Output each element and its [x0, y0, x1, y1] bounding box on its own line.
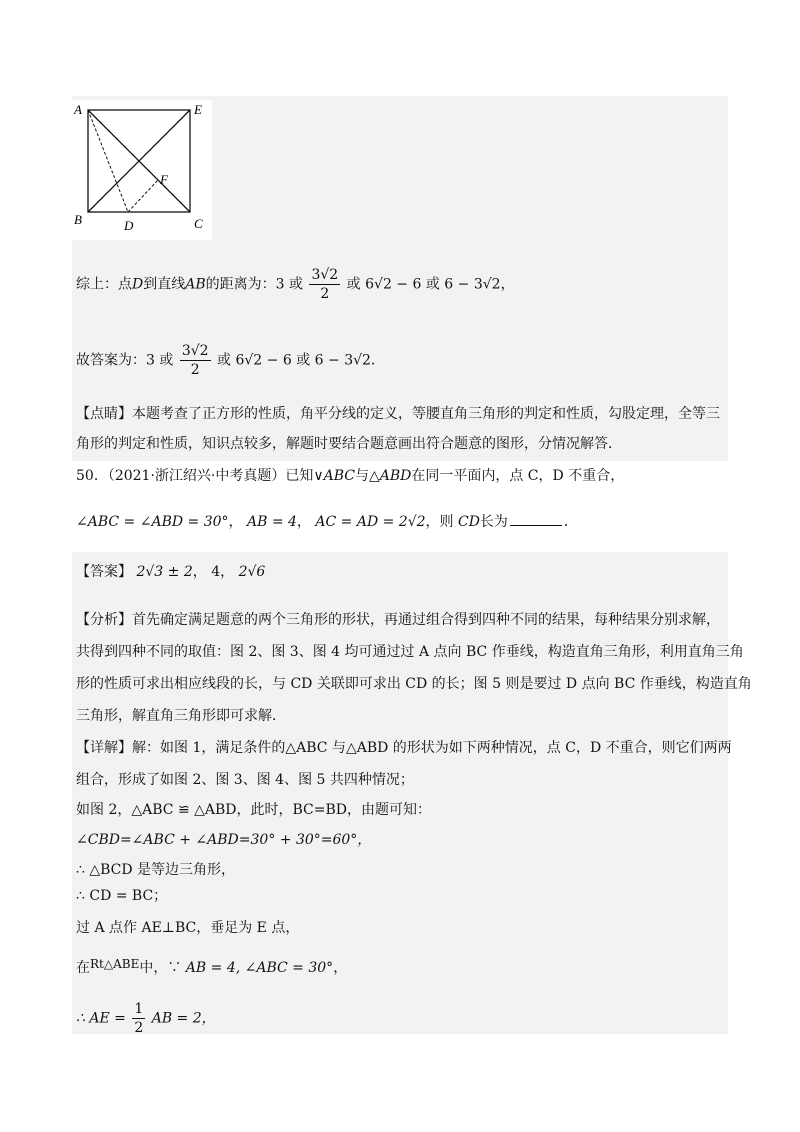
detail-line-9: [76, 1000, 216, 1037]
question-triangle-abd: △ABD: [368, 468, 412, 484]
summary-suffix: 的距离为：3 或: [205, 276, 303, 293]
summary-line-ab: AB: [185, 276, 206, 293]
answer-blank: [510, 525, 562, 526]
detail-given: AB = 4, ∠ABC = 30°: [185, 960, 334, 976]
question-intro: 50．（2021·浙江绍兴·中考真题）已知: [76, 468, 314, 484]
label-a: A: [74, 102, 82, 117]
comment-line-2: 角形的判定和性质，知识点较多，解题时要结合题意画出符合题意的图形，分情况解答．: [76, 436, 622, 452]
summary-or-1: 或: [346, 276, 361, 293]
detail-comma: ，: [333, 960, 348, 976]
detail-ae: ∴ AE =: [76, 1010, 126, 1027]
answer-line-fraction: $\frac{3√2}{2}$: [181, 343, 209, 378]
question-ac-ad: AC = AD = 2√2: [315, 514, 426, 530]
analysis-line-3: 形的性质可求出相应线段的长，与 CD 关联即可求出 CD 的长；图 5 则是要过 D 点向 BC 作垂线，构造直角: [76, 676, 752, 692]
answer-line-value-2: 6√2 − 6: [235, 352, 292, 369]
detail-rt-triangle: Rt△ABE: [90, 957, 140, 971]
detail-line-1: 【详解】解：如图 1，满足条件的△ABC 与△ABD 的形状为如下两种情况，点 C，D 不重合，则它们两两: [76, 740, 732, 756]
detail-middle: 中，: [139, 960, 168, 976]
summary-prefix: 综上：点: [76, 276, 132, 293]
answer-line-value-3: 6 − 3√2: [314, 352, 371, 369]
question-length: 长为: [479, 514, 508, 530]
detail-line-6: ∴ CD = BC；: [76, 888, 168, 904]
question-line-2: [76, 512, 578, 532]
answer-line-end: ．: [370, 352, 385, 369]
detail-line-4: ∠CBD=∠ABC + ∠ABD=30° + 30°=60°，: [76, 832, 372, 848]
answer-line-prefix: 故答案为：3 或: [76, 352, 174, 369]
detail-in: 在: [76, 960, 90, 976]
answer-value-3: 2√6: [238, 564, 266, 580]
question-then: ，则: [425, 514, 454, 530]
question-sep-1: ，: [228, 514, 243, 530]
question-line-1: [76, 466, 624, 486]
label-d: D: [124, 218, 134, 233]
detail-fraction: $\frac{1}{2}$: [134, 1001, 144, 1036]
question-cd: CD: [457, 514, 480, 530]
answer-line-or-1: 或: [217, 352, 232, 369]
summary-line: [76, 266, 515, 303]
summary-mid: 到直线: [143, 276, 186, 293]
detail-line-8: [76, 954, 347, 978]
summary-value-3: 6 − 3√2: [444, 276, 501, 293]
question-ab: AB = 4: [246, 514, 297, 530]
question-sep-2: ，: [296, 514, 311, 530]
because-symbol: ∵: [167, 960, 182, 976]
summary-fraction: $\frac{3√2}{2}$: [311, 267, 339, 302]
question-end: ．: [563, 514, 578, 530]
label-e: E: [194, 102, 202, 117]
question-condition: 在同一平面内，点 C，D 不重合，: [411, 468, 625, 484]
analysis-line-4: 三角形，解直角三角形即可求解．: [76, 708, 286, 724]
answer-sep-2: ，: [220, 564, 235, 580]
detail-line-5: ∴ △BCD 是等边三角形，: [76, 862, 236, 878]
label-b: B: [74, 212, 82, 227]
detail-line-2: 组合，形成了如图 2、图 3、图 4、图 5 共四种情况；: [76, 772, 414, 788]
summary-or-2: 或: [425, 276, 440, 293]
question-and: 与: [354, 468, 369, 484]
summary-value-2: 6√2 − 6: [365, 276, 422, 293]
answer-sep-1: ，: [192, 564, 207, 580]
label-c: C: [194, 216, 203, 231]
label-f: F: [160, 172, 168, 187]
answer-line-or-2: 或: [296, 352, 311, 369]
analysis-line-2: 共得到四种不同的取值：图 2、图 3、图 4 均可通过过 A 点向 BC 作垂线，构造直角三角形，利用直角三角: [76, 644, 744, 660]
detail-ae-value: AB = 2，: [151, 1010, 216, 1027]
answer-summary-line: [76, 342, 385, 379]
analysis-line-1: 【分析】首先确定满足题意的两个三角形的形状，再通过组合得到四种不同的结果，每种结果分别求解，: [76, 612, 720, 628]
answer-value-1: 2√3 ± 2: [136, 564, 193, 580]
answer-value-2: 4: [211, 564, 221, 580]
question-angles: ∠ABC = ∠ABD = 30°: [76, 514, 229, 530]
summary-end: ，: [500, 276, 515, 293]
answer-line: [76, 562, 265, 582]
question-triangle-abc: ∨ABC: [313, 468, 355, 484]
detail-line-7: 过 A 点作 AE⊥BC，垂足为 E 点，: [76, 920, 300, 936]
summary-point: D: [132, 276, 144, 293]
square-figure: [72, 100, 212, 240]
detail-line-3: 如图 2，△ABC ≌ △ABD，此时，BC=BD，由题可知：: [76, 802, 432, 818]
comment-line-1: 【点睛】本题考查了正方形的性质，角平分线的定义，等腰直角三角形的判定和性质，勾股定理，全等三: [76, 406, 720, 422]
answer-label: 【答案】: [76, 564, 132, 580]
